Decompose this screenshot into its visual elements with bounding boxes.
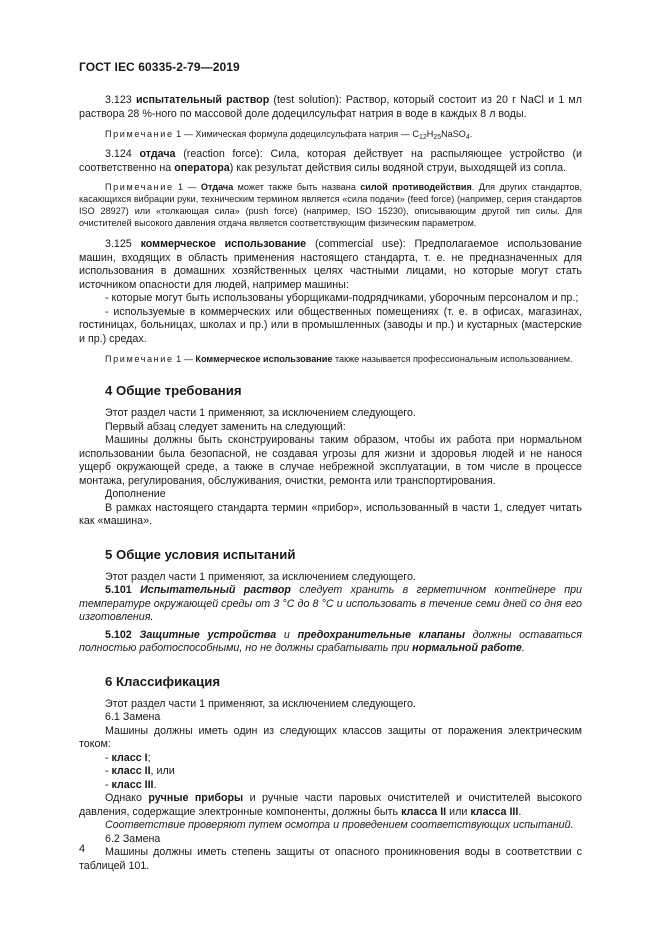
paragraph: Машины должны иметь один из следующих классов защиты от поражения электрическим током: [79, 724, 582, 750]
paragraph: Соответствие проверяют путем осмотра и проведением соответствующих испытаний. [105, 819, 574, 831]
note-3-124: Примечание 1 — Отдача может также быть названа силой противодействия. Для других стандартов, касающихся вибрации руки, техническим термином является «сила подачи» (feed force) (например, серия стандартов ISO 28927) или «толкающая сила» (push force) (например, ISO 15230), описывающим другой тип силы. Для очистителей высокого давления отдача является соответствующим физическим параметром. [79, 182, 582, 228]
paragraph: Этот раздел части 1 применяют, за исключением следующего. [105, 407, 416, 419]
clause-5-101: 5.101 Испытательный раствор следует хранить в герметичном контейнере при температуре окружающей среды от 3 °C до 8 °C и использовать в течение семи дней со дня его изготовления. [79, 584, 582, 623]
clause-3-125: 3.125 коммерческое использование (commercial use): Предполагаемое использование машин, входящих в область применения настоящего стандарта, т. е. не предназначенных для использования в домашних хозяйственных целях частными лицами, но которые могут стать источником опасности для людей, например машины: [79, 238, 582, 291]
page-content [79, 94, 582, 873]
clause-3-123: 3.123 испытательный раствор (test solution): Раствор, который состоит из 20 г NaCl и 1 мл раствора 28 %-ного по массовой доле додецилсульфат натрия в воде в каждых 8 л воды. [79, 94, 582, 120]
paragraph: Машины должны быть сконструированы таким образом, чтобы их работа при нормальном использовании была безопасной, не создавая угрозы для жизни и здоровья людей и не нанося ущерб окружающей среде, а также в случае небрежной эксплуатации, в том числе в процессе монтажа, регулирования, обслуживания, очистки, ремонта или транспортирования. [79, 434, 582, 487]
list-item: - класс II, или [105, 765, 175, 777]
paragraph: В рамках настоящего стандарта термин «прибор», использованный в части 1, следует читать как «машина». [79, 501, 582, 527]
list-item: - которые могут быть использованы уборщиками-подрядчиками, уборочным персоналом и пр.; [105, 292, 579, 304]
list-item: - класс I; [105, 751, 151, 764]
paragraph: Этот раздел части 1 применяют, за исключением следующего. [105, 570, 416, 583]
list-item: - используемые в коммерческих или общественных помещениях (т. е. в офисах, магазинах, гостиницах, больницах, школах и пр.) или в промышленных (заводы и пр.) и кустарных (мастерские и пр.) средах. [79, 305, 582, 345]
paragraph: 6.2 Замена [105, 832, 161, 845]
paragraph: Машины должны иметь степень защиты от опасного проникновения воды в соответствии с таблицей 101. [79, 846, 582, 872]
document-header: ГОСТ IEC 60335-2-79—2019 [79, 60, 240, 74]
paragraph: Однако ручные приборы и ручные части паровых очистителей и очистителей высокого давления, содержащие электронные компоненты, должны быть класса II или класса III. [79, 792, 582, 818]
clause-3-124: 3.124 отдача (reaction force): Сила, которая действует на распыляющее устройство (и соответственно на оператора) как результат действия силы водяной струи, выходящей из сопла. [79, 148, 582, 174]
paragraph: Этот раздел части 1 применяют, за исключением следующего. [105, 697, 416, 710]
note-3-125: Примечание 1 — Коммерческое использование также называется профессиональным использованием. [105, 354, 573, 364]
section-title-5: 5 Общие условия испытаний [105, 546, 296, 562]
paragraph: Дополнение [105, 488, 166, 500]
note-3-123: Примечание 1 — Химическая формула додецилсульфата натрия — $C_{12}H_{25}NaSO_4$. [105, 129, 473, 141]
clause-5-102: 5.102 Защитные устройства и предохранительные клапаны должны оставаться полностью работоспособными, но не должны срабатывать при нормальной работе. [79, 628, 582, 654]
section-title-4: 4 Общие требования [105, 383, 242, 398]
list-item: - класс III. [105, 778, 157, 791]
paragraph: Первый абзац следует заменить на следующий: [105, 420, 346, 433]
paragraph: 6.1 Замена [105, 711, 161, 723]
section-title-6: 6 Классификация [105, 673, 221, 689]
page-number: 4 [79, 843, 86, 855]
